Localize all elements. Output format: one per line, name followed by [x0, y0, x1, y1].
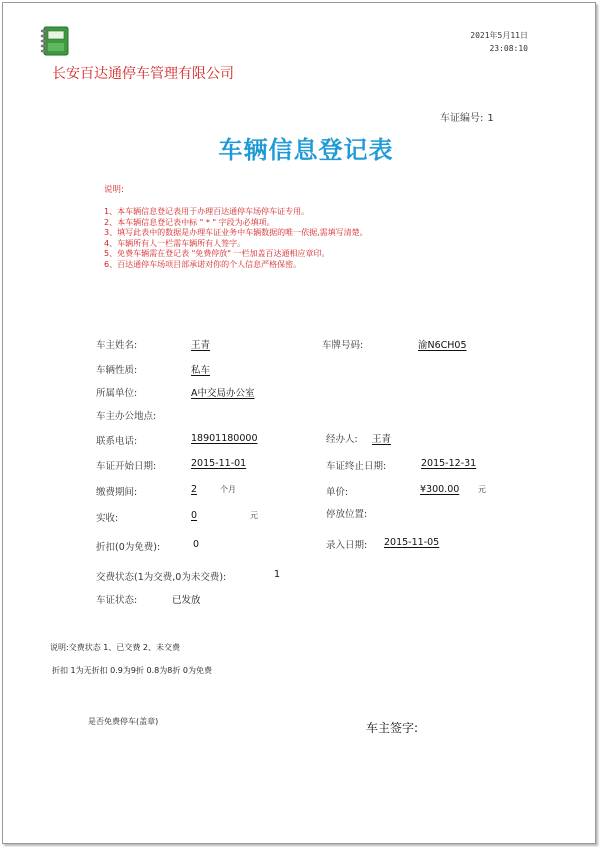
- note-item: 2、本车辆信息登记表中标 " * " 字段为必填项。: [104, 217, 275, 227]
- payment-status-value: 1: [274, 569, 281, 580]
- unit-price-unit: 元: [478, 485, 486, 494]
- vehicle-type-label: 车辆性质:: [96, 365, 138, 376]
- certificate-number: [440, 109, 494, 124]
- page-title: 车辆信息登记表: [218, 135, 394, 164]
- notebook-logo-icon: [38, 24, 74, 58]
- discount-value: 0: [193, 539, 200, 550]
- phone-label: 联系电话:: [96, 436, 138, 447]
- office-location-label: 车主办公地点:: [96, 411, 157, 422]
- unit-price-label: 单价:: [326, 487, 349, 498]
- unit-value: A中交局办公室: [191, 388, 255, 399]
- free-parking-stamp-label: 是否免费停车(盖章): [88, 717, 159, 726]
- footer-note-status: 说明:交费状态 1、已交费 2、未交费: [50, 643, 180, 652]
- handler-value: 王青: [372, 434, 392, 445]
- print-datetime: [470, 29, 528, 55]
- unit-label: 所属单位:: [96, 388, 138, 399]
- start-date-label: 车证开始日期:: [96, 461, 157, 472]
- entry-date-value: 2015-11-05: [384, 537, 440, 548]
- end-date-label: 车证终止日期:: [326, 461, 387, 472]
- owner-signature-label: 车主签字:: [366, 721, 419, 735]
- payment-period-value: 2: [191, 484, 198, 495]
- parking-location-label: 停放位置:: [326, 509, 368, 520]
- print-date: 2021年5月11日: [470, 31, 528, 40]
- owner-name-value: 王青: [191, 340, 211, 351]
- handler-label: 经办人:: [326, 434, 358, 445]
- company-name: 长安百达通停车管理有限公司: [52, 66, 234, 82]
- payment-period-unit: 个月: [220, 485, 236, 494]
- unit-price-value: ¥300.00: [420, 484, 460, 495]
- owner-name-label: 车主姓名:: [96, 340, 138, 351]
- amount-received-unit: 元: [250, 511, 258, 520]
- note-item: 4、车辆所有人一栏需车辆所有人签字。: [104, 238, 246, 248]
- note-item: 5、免费车辆需在登记表 "免费停放" 一栏加盖百达通相应章印。: [104, 249, 330, 258]
- certificate-status-label: 车证状态:: [96, 595, 138, 606]
- note-item: 6、百达通停车场项目部承诺对你的个人信息严格保密。: [104, 259, 302, 269]
- certificate-number-value: 1: [487, 113, 494, 124]
- notes-list: [104, 207, 368, 270]
- note-item: 1、本车辆信息登记表用于办理百达通停车场停车证专用。: [104, 207, 310, 216]
- payment-status-label: 交费状态(1为交费,0为未交费):: [96, 572, 227, 583]
- amount-received-value: 0: [191, 510, 198, 521]
- plate-label: 车牌号码:: [322, 340, 364, 351]
- notes-heading: 说明:: [104, 185, 124, 195]
- entry-date-label: 录入日期:: [326, 540, 368, 551]
- end-date-value: 2015-12-31: [421, 458, 477, 469]
- print-time: 23:08:10: [489, 44, 528, 53]
- discount-label: 折扣(0为免费):: [96, 542, 161, 553]
- amount-received-label: 实收:: [96, 513, 119, 524]
- certificate-number-label: 车证编号:: [440, 113, 484, 124]
- phone-value: 18901180000: [191, 433, 258, 444]
- footer-note-discount: 折扣 1为无折扣 0.9为9折 0.8为8折 0为免费: [52, 666, 212, 675]
- payment-period-label: 缴费期间:: [96, 487, 138, 498]
- certificate-status-value: 已发放: [172, 595, 201, 606]
- plate-value: 渝N6CH05: [418, 340, 467, 351]
- note-item: 3、填写此表中的数据是办理车证业务中车辆数据的唯一依据,需填写清楚。: [104, 228, 368, 237]
- start-date-value: 2015-11-01: [191, 458, 247, 469]
- vehicle-type-value: 私车: [191, 365, 211, 376]
